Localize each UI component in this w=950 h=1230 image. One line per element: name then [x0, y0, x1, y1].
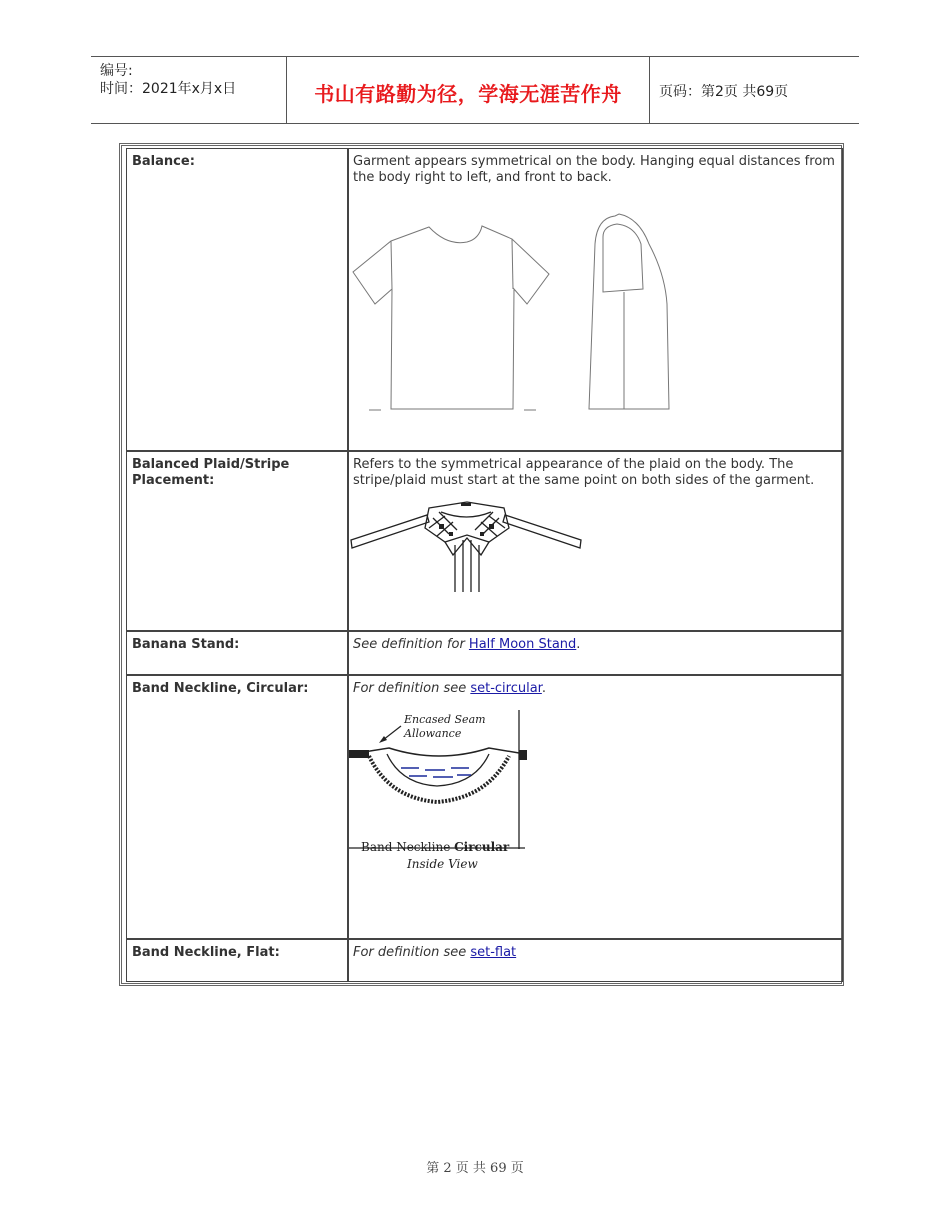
term-cell [126, 631, 348, 675]
definition-cell [348, 451, 843, 631]
table-row [126, 675, 843, 939]
term-cell [126, 451, 348, 631]
table-row [126, 148, 843, 451]
figure-label-seam: Encased Seam [404, 713, 486, 726]
definition-cell [348, 939, 843, 982]
figure-caption-sub: Inside View [407, 857, 478, 871]
definition-cell [348, 675, 843, 939]
set-flat-link[interactable]: set-flat [470, 945, 517, 960]
figure-caption-plain: Band Neckline [361, 840, 455, 854]
set-circular-link[interactable]: set-circular [470, 681, 542, 696]
term-cell [126, 148, 348, 451]
figure-caption-bold: Circular [454, 840, 510, 854]
document-time-label: 时间：2021年x月x日 [100, 81, 237, 97]
definition-text [353, 637, 842, 653]
definition-suffix: . [541, 681, 546, 696]
definition-prefix: For definition see [353, 945, 471, 960]
term-label: Band Neckline, Flat: [132, 945, 280, 960]
figure-label-allowance: Allowance [404, 727, 462, 740]
header-motto-cell [287, 57, 650, 123]
shirt-balance-illustration [349, 204, 679, 419]
table-row [126, 939, 843, 982]
definition-cell [348, 148, 843, 451]
page-number-label: 页码：第2页 共69页 [659, 84, 789, 100]
definition-text: Garment appears symmetrical on the body. Hanging equal distances from the body right to left, and front to back. [353, 154, 835, 185]
motto-text: 书山有路勤为径，学海无涯苦作舟 [314, 82, 622, 106]
term-cell [126, 675, 348, 939]
table-row [126, 451, 843, 631]
half-moon-stand-link[interactable]: Half Moon Stand [468, 637, 577, 652]
header-page-cell [650, 57, 859, 123]
definition-text [353, 945, 842, 961]
definition-suffix: . [576, 637, 581, 652]
header-info-cell [91, 57, 287, 123]
svg-text:Band Neckline Circular [361, 840, 510, 854]
page-footer: 第 2 页 共 69 页 [426, 1161, 524, 1176]
plaid-collar-illustration [349, 500, 584, 595]
term-label: Balanced Plaid/Stripe Placement: [132, 457, 290, 488]
definition-text [353, 681, 842, 697]
definition-prefix: See definition for [353, 637, 469, 652]
document-number-label: 编号: [100, 63, 133, 79]
page-header [91, 56, 859, 124]
definition-prefix: For definition see [353, 681, 471, 696]
term-label: Banana Stand: [132, 637, 240, 652]
band-neckline-circular-illustration [349, 706, 534, 876]
definition-text: Refers to the symmetrical appearance of the plaid on the body. The stripe/plaid must start at the same point on both sides of the garment. [353, 457, 815, 488]
term-label: Balance: [132, 154, 195, 169]
term-cell [126, 939, 348, 982]
term-label: Band Neckline, Circular: [132, 681, 309, 696]
definition-cell [348, 631, 843, 675]
table-row [126, 631, 843, 675]
